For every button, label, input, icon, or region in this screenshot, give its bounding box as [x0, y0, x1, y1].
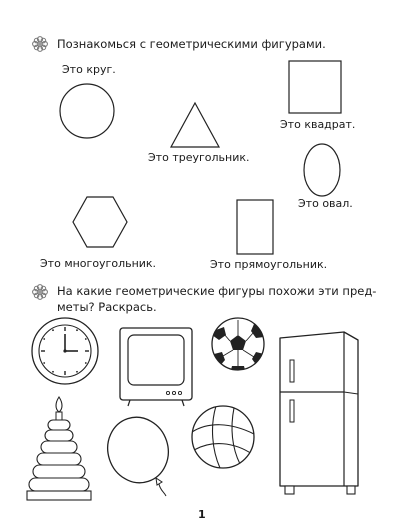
page-number: 1 [198, 508, 206, 521]
rectangle-shape [236, 199, 274, 255]
label-polygon: Это многоугольник. [40, 257, 157, 270]
flower-bullet-icon [32, 36, 48, 52]
square-shape [288, 60, 342, 114]
section1-heading: Познакомься с геометрическими фигурами. [57, 37, 326, 51]
oval-shape [302, 142, 342, 198]
hexagon-shape [72, 196, 128, 248]
section2-heading-line2: меты? Раскрась. [57, 300, 157, 314]
balloon-icon [104, 416, 174, 498]
section2-heading-line1: На какие геометрические фигуры похожи эти пред- [57, 284, 377, 298]
circle-shape [58, 82, 116, 140]
label-triangle: Это треугольник. [148, 151, 250, 164]
tv-icon [118, 326, 194, 408]
label-oval: Это овал. [298, 197, 353, 210]
label-circle: Это круг. [62, 63, 116, 76]
fridge-icon [276, 326, 362, 496]
triangle-shape [170, 102, 220, 148]
pyramid-toy-icon [26, 394, 92, 502]
clock-icon [30, 316, 100, 386]
label-square: Это квадрат. [280, 118, 356, 131]
flower-bullet-icon [32, 284, 48, 300]
beach-ball-icon [190, 404, 256, 470]
label-rectangle: Это прямоугольник. [210, 258, 328, 271]
soccer-ball-icon [210, 316, 266, 372]
